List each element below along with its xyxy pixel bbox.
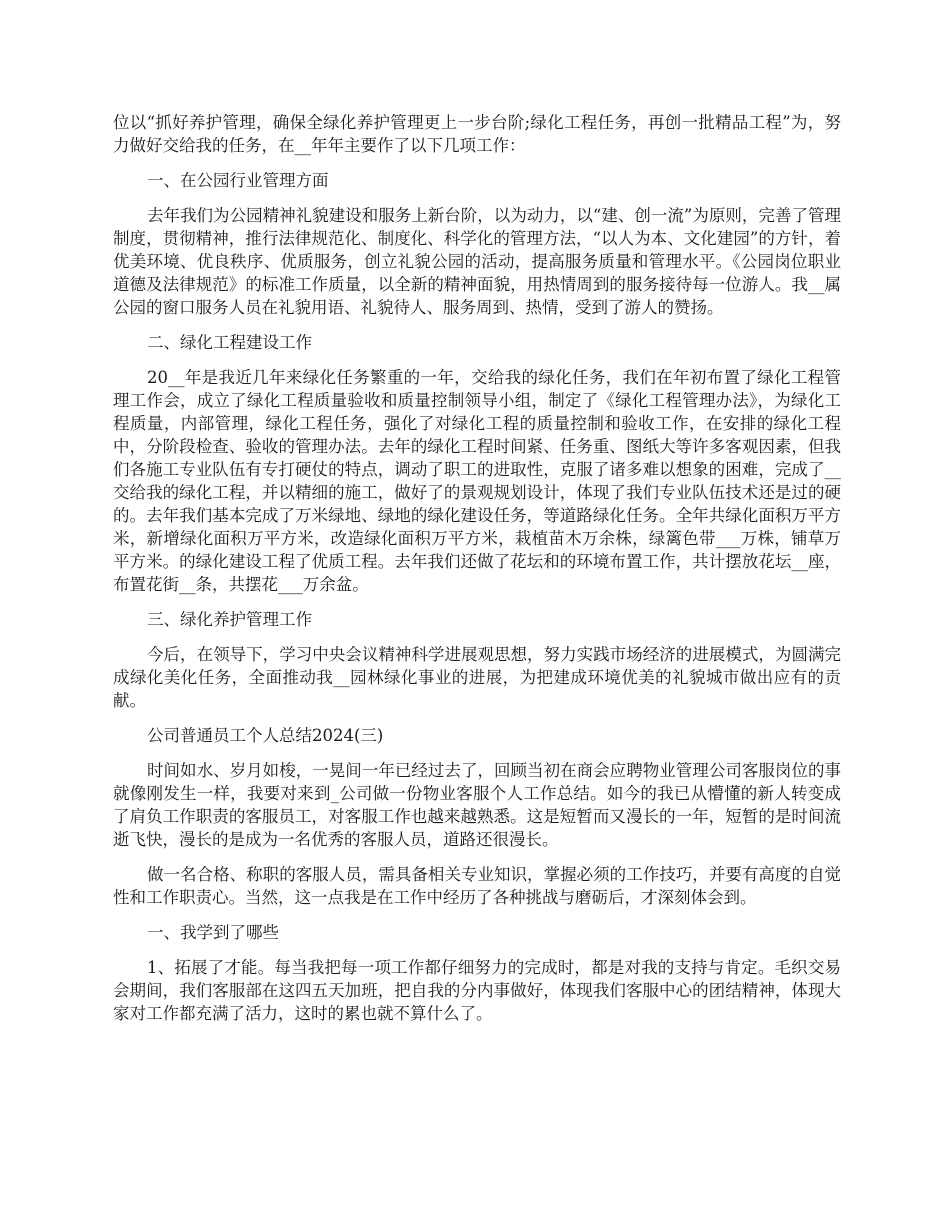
section-heading-greening-construction: 二、绿化工程建设工作 bbox=[147, 333, 312, 352]
document-subtitle: 公司普通员工个人总结2024(三) bbox=[147, 726, 384, 745]
paragraph-greening-maintenance: 今后，在领导下，学习中央会议精神科学进展观思想，努力实践市场经济的进展模式，为圆满完成绿化美化任务，全面推动我__园林绿化事业的进展，为把建成环境优美的礼貌城市做出应有的贡献。 bbox=[113, 645, 841, 710]
paragraph-qualified-staff: 做一名合格、称职的客服人员，需具备相关专业知识，掌握必须的工作技巧，并要有高度的自觉性和工作职责心。当然，这一点我是在工作中经历了各种挑战与磨砺后，才深刻体会到。 bbox=[113, 865, 841, 907]
paragraph-year-review: 时间如水、岁月如梭，一晃间一年已经过去了，回顾当初在商会应聘物业管理公司客服岗位的事就像刚发生一样，我要对来到_公司做一份物业客服个人工作总结。如今的我已从懵懂的新人转变成了肩负工作职责的客服员工，对客服工作也越来越熟悉。这是短暂而又漫长的一年，短暂的是时间流逝飞快，漫长的是成为一名优秀的客服人员，道路还很漫长。 bbox=[113, 761, 841, 849]
paragraph-expanded-ability: 1、拓展了才能。每当我把每一项工作都仔细努力的完成时，都是对我的支持与肯定。毛织交易会期间，我们客服部在这四五天加班，把自我的分内事做好，体现我们客服中心的团结精神，体现大家对工作都充满了活力，这时的累也就不算什么了。 bbox=[113, 958, 841, 1023]
section-heading-greening-maintenance: 三、绿化养护管理工作 bbox=[147, 610, 312, 629]
section-heading-park-management: 一、在公园行业管理方面 bbox=[147, 171, 329, 190]
paragraph-greening-construction: 20__年是我近几年来绿化任务繁重的一年，交给我的绿化任务，我们在年初布置了绿化工程管理工作会，成立了绿化工程质量验收和质量控制领导小组，制定了《绿化工程管理办法》，为绿化工程质量，内部管理，绿化工程任务，强化了对绿化工程的质量控制和验收工作，在安排的绿化工程中，分阶段检查、验收的管理办法。去年的绿化工程时间紧、任务重、图纸大等许多客观因素，但我们各施工专业队伍有专打硬仗的特点，调动了职工的进取性，克服了诸多难以想象的困难，完成了__交给我的绿化工程，并以精细的施工，做好了的景观规划设计，体现了我们专业队伍技术还是过的硬的。去年我们基本完成了万米绿地、绿地的绿化建设任务，等道路绿化任务。全年共绿化面积万平方米，新增绿化面积万平方米，改造绿化面积万平方米，栽植苗木万余株，绿篱色带___万株，铺草万平方米。的绿化建设工程了优质工程。去年我们还做了花坛和的环境布置工作，共计摆放花坛__座，布置花街__条，共摆花___万余盆。 bbox=[113, 368, 841, 594]
document-page bbox=[113, 111, 841, 1037]
section-heading-what-learned: 一、我学到了哪些 bbox=[147, 923, 279, 942]
paragraph-park-management: 去年我们为公园精神礼貌建设和服务上新台阶，以为动力，以“建、创一流”为原则，完善了管理制度，贯彻精神，推行法律规范化、制度化、科学化的管理方法，“以人为本、文化建园”的方针，着优美环境、优良秩序、优质服务，创立礼貌公园的活动，提高服务质量和管理水平。《公园岗位职业道德及法律规范》的标准工作质量，以全新的精神面貌，用热情周到的服务接待每一位游人。我__属公园的窗口服务人员在礼貌用语、礼貌待人、服务周到、热情，受到了游人的赞扬。 bbox=[113, 206, 841, 317]
paragraph-intro: 位以“抓好养护管理，确保全绿化养护管理更上一步台阶;绿化工程任务，再创一批精品工程”为，努力做好交给我的任务，在__年年主要作了以下几项工作： bbox=[113, 113, 841, 155]
